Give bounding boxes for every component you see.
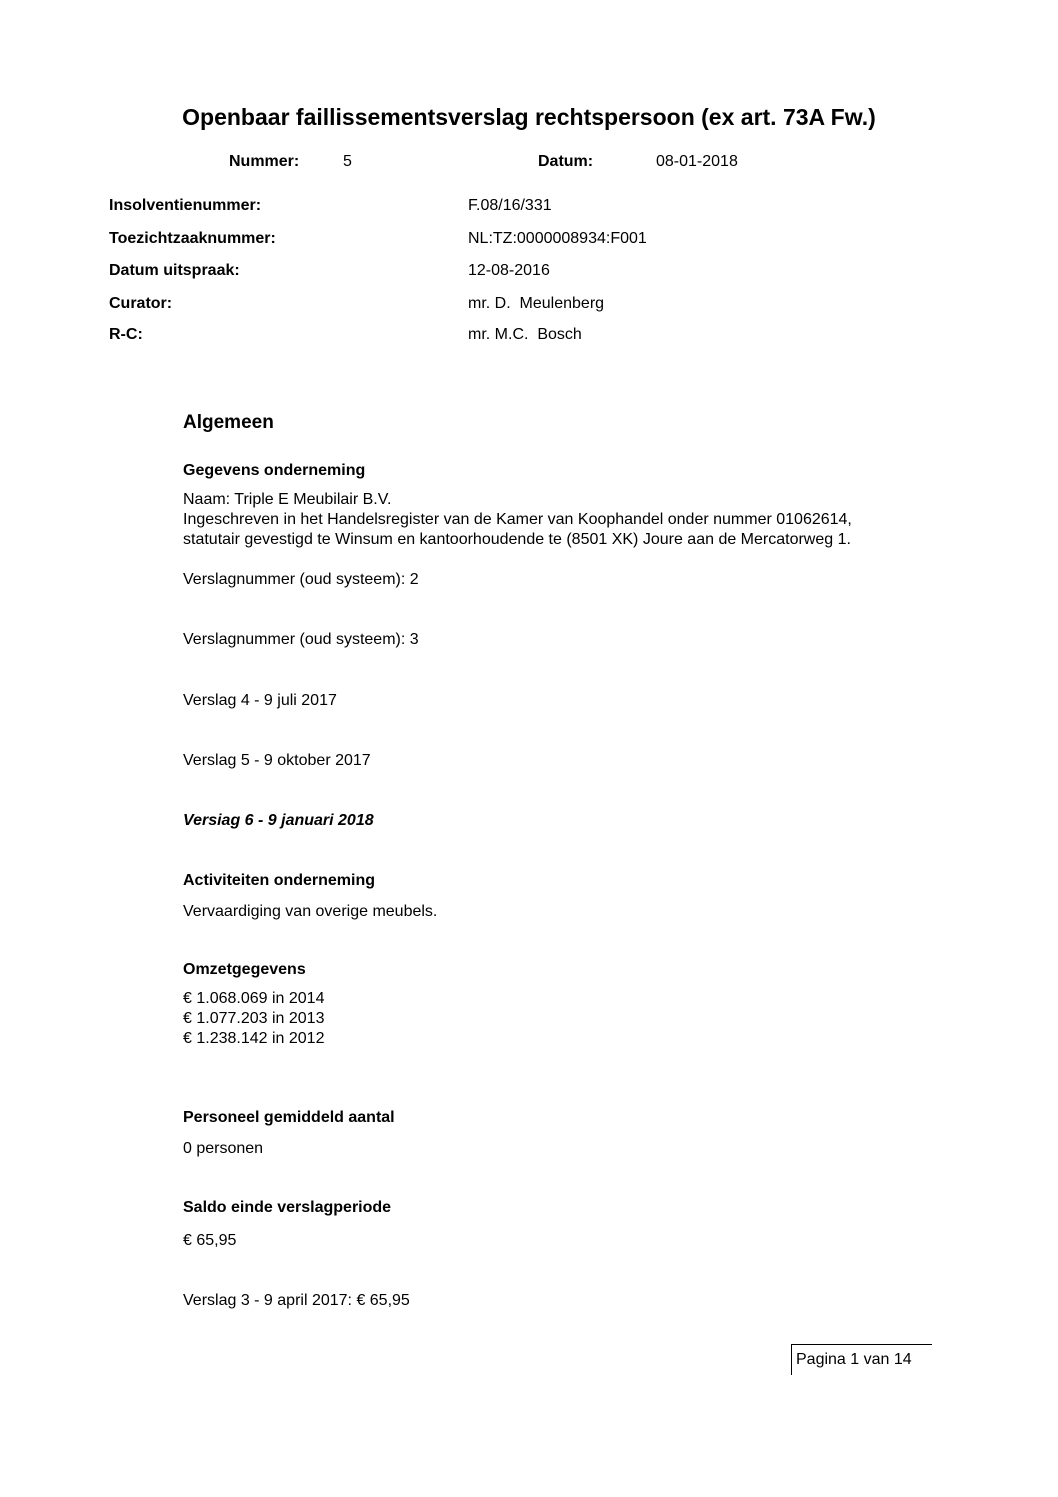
- activiteiten-heading: Activiteiten onderneming: [183, 872, 376, 889]
- datum-uitspraak-label: Datum uitspraak:: [109, 262, 240, 279]
- verslag-line: Verslag 5 - 9 oktober 2017: [183, 752, 371, 769]
- verslag-line: Verslagnummer (oud systeem): 3: [183, 631, 419, 648]
- datum-uitspraak-value: 12-08-2016: [468, 262, 550, 279]
- rc-value: mr. M.C. Bosch: [468, 326, 582, 343]
- rc-label: R-C:: [109, 326, 143, 343]
- saldo-heading: Saldo einde verslagperiode: [183, 1199, 392, 1216]
- activiteiten-text: Vervaardiging van overige meubels.: [183, 903, 438, 920]
- toezichtzaaknummer-value: NL:TZ:0000008934:F001: [468, 230, 647, 247]
- omzet-heading: Omzetgegevens: [183, 961, 306, 978]
- gegevens-handelsregister: Ingeschreven in het Handelsregister van de Kamer van Koophandel onder nummer 01062614,: [183, 511, 852, 528]
- gegevens-naam: Naam: Triple E Meubilair B.V.: [183, 491, 392, 508]
- personeel-text: 0 personen: [183, 1140, 264, 1157]
- current-verslag: Versiag 6 - 9 januari 2018: [183, 812, 374, 829]
- curator-value: mr. D. Meulenberg: [468, 295, 605, 312]
- verslag-line: Verslagnummer (oud systeem): 2: [183, 571, 419, 588]
- gegevens-heading: Gegevens onderneming: [183, 462, 366, 479]
- page-indicator-text: Pagina 1 van 14: [796, 1351, 912, 1368]
- personeel-heading: Personeel gemiddeld aantal: [183, 1109, 395, 1126]
- toezichtzaaknummer-label: Toezichtzaaknummer:: [109, 230, 276, 247]
- section-title-algemeen: Algemeen: [183, 412, 274, 433]
- saldo-text: € 65,95: [183, 1232, 237, 1249]
- report-title: Openbaar faillissementsverslag rechtspersoon (ex art. 73A Fw.): [182, 104, 876, 130]
- verslag-line: Verslag 4 - 9 juli 2017: [183, 692, 337, 709]
- omzet-line: € 1.238.142 in 2012: [183, 1030, 325, 1047]
- omzet-line: € 1.077.203 in 2013: [183, 1010, 325, 1027]
- insolventienummer-label: Insolventienummer:: [109, 197, 262, 214]
- datum-label: Datum:: [538, 153, 594, 170]
- curator-label: Curator:: [109, 295, 173, 312]
- insolventienummer-value: F.08/16/331: [468, 197, 552, 214]
- saldo-note: Verslag 3 - 9 april 2017: € 65,95: [183, 1292, 410, 1309]
- omzet-line: € 1.068.069 in 2014: [183, 990, 325, 1007]
- nummer-label: Nummer:: [229, 153, 300, 170]
- page-indicator: [791, 1344, 932, 1375]
- datum-value: 08-01-2018: [656, 153, 738, 170]
- gegevens-vestiging: statutair gevestigd te Winsum en kantoorhoudende te (8501 XK) Joure aan de Mercatorweg 1.: [183, 531, 851, 548]
- nummer-value: 5: [343, 153, 352, 170]
